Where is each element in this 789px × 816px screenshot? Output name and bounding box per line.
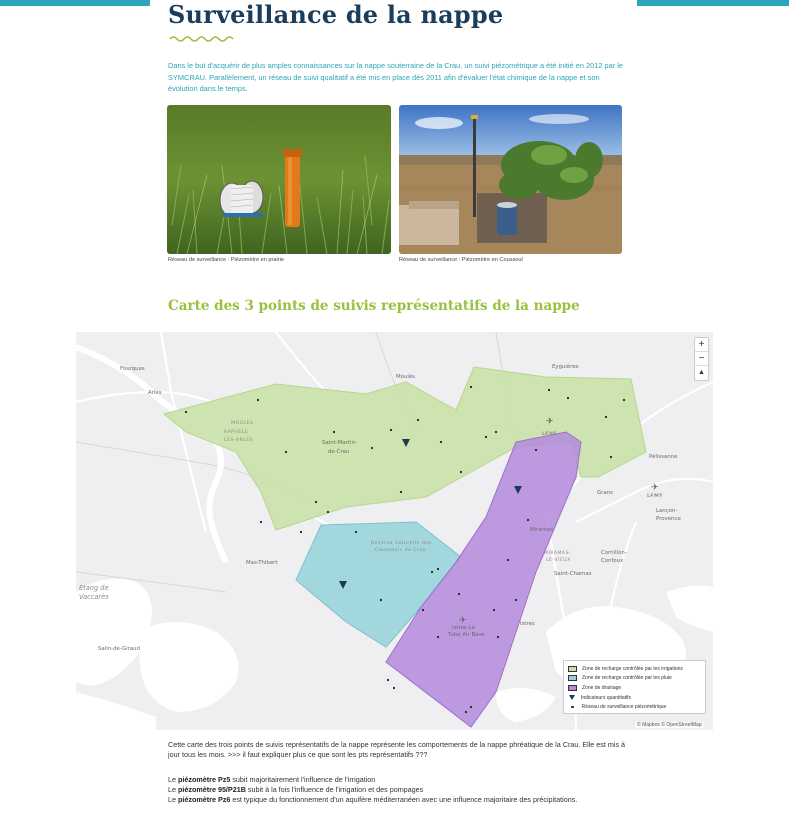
legend-label: Indicateurs quantitatifs [581,694,632,701]
piezometer-prefix: Le [168,795,178,805]
legend-swatch-blue [568,675,577,681]
legend-label: Zone de drainage [582,684,622,691]
place-reserve: Réserve naturelle des [371,541,432,546]
piezometer-text: subit à la fois l'influence de l'irrigation et des pompages [245,785,424,795]
place-moules: Moulès [396,374,415,380]
photo-piezometre-coussoul [399,105,622,254]
place-de-crau: de-Crau [328,449,350,455]
intro-paragraph: Dans le but d'acquérir de plus amples connaissances sur la nappe souterraine de la Crau, un suivi piézométrique a été initié en 2012 par le SYMCRAU. Parallèlement, un réseau de suivi qualitatif a été mis en place dès 2011 afin d'évaluer l'état chimique de la nappe et son évolution dans le temps. [168,61,623,94]
legend-swatch-purple [568,685,577,691]
top-accent-bar-right [637,0,789,6]
legend-item-network [568,702,701,712]
piezometer-prefix: Le [168,775,178,784]
legend-label: Réseau de surveillance piézométrique [581,704,667,711]
place-raphele: RAPHÈLE [224,430,249,435]
place-les-arles: LÈS-ARLES [224,438,254,443]
legend-item-pluie [568,674,701,684]
piezometer-prefix: Le [168,785,178,795]
page-title: Surveillance de la nappe [168,0,504,29]
place-miramas-vieux: MIRAMAS- [544,551,572,556]
place-arles: Arles [148,390,162,396]
svg-text:✈: ✈ [651,483,659,493]
compass-reset-button[interactable]: ▲ [698,369,705,376]
legend-label: Zone de recharge contrôlée par les pluie [582,675,672,682]
place-lfne: LFNE [542,432,558,437]
map-attribution[interactable]: © Mapbox © OpenStreetMap [637,722,702,728]
place-eyguieres: Eyguières [552,364,579,370]
piezometer-item [168,795,638,805]
zoom-in-button[interactable]: + [695,338,708,352]
piezometer-name: piézomètre 95/P21B [178,785,246,795]
svg-text:✈: ✈ [459,616,467,626]
svg-text:✈: ✈ [546,417,554,427]
place-provence: Provence [656,516,681,522]
piezometer-name: piézomètre Pz5 [178,775,231,784]
dot-marker-icon [571,706,574,709]
map-zoom-controls [694,337,709,381]
place-cornillon: Cornillon- [601,550,627,556]
place-saint-martin: Saint-Martin- [322,440,357,446]
place-confoux: Confoux [601,558,624,564]
place-lancon: Lançon- [656,508,678,514]
piezometer-name: piézomètre Pz6 [178,795,231,805]
legend-item-drainage [568,683,701,693]
top-accent-bar-left [0,0,150,6]
piezometer-list [168,775,638,806]
place-saint-chamas: Saint-Chamas [554,571,592,577]
place-moules-upper: MOULÈS [231,421,254,426]
place-istres-base-2: Tubé Air Base [448,632,485,638]
place-fourques: Fourques [120,366,145,372]
piezometer-item [168,785,638,795]
place-lfmy: LFMY [647,494,663,499]
map-section-title: Carte des 3 points de suivis représentatifs de la nappe [168,298,580,314]
place-salin: Salin-de-Giraud [98,646,140,652]
place-mas-thibert: Mas-Thibert [246,560,278,566]
map-legend [563,660,706,714]
place-istres: Istres [520,621,535,627]
place-miramas: Miramas [530,527,554,533]
place-pelissanne: Pélissanne [649,454,678,460]
legend-item-irrigation [568,664,701,674]
place-vaccares: Vaccarès [79,593,109,601]
legend-label: Zone de recharge contrôlée par les irrigations [582,665,683,672]
map-description: Cette carte des trois points de suivis représentatifs de la nappe représente les comportements de la nappe phréatique de la Crau. Elle est mis à jour tous les mois. >>> il faut expliquer plus ce que sont les pts représentatifs ??? [168,740,626,760]
place-etang: Étang de [79,584,109,592]
place-istres-base: Istres-Le [452,625,475,631]
piezometer-item [168,775,638,785]
photo-caption-prairie: Réseau de surveillance : Piézomètre en prairie [168,257,284,263]
place-le-vieux: LE-VIEUX [546,558,571,563]
piezometer-text: est typique du fonctionnement d'un aquifère méditerranéen avec une influence majoritaire des précipitations. [230,795,578,805]
piezometer-text: subit majoritairement l'influence de l'irrigation [230,775,376,784]
zoom-out-button[interactable]: − [695,352,708,366]
photo-caption-coussoul: Réseau de surveillance : Piézomètre en Coussoul [399,257,523,263]
place-coussouls: Coussouls de Crau [375,548,427,553]
title-squiggle-divider [169,35,235,43]
legend-item-indicators [568,693,701,703]
photo-piezometre-prairie [167,105,391,254]
triangle-marker-icon [569,695,575,700]
legend-swatch-green [568,666,577,672]
place-grans: Grans [597,490,613,496]
